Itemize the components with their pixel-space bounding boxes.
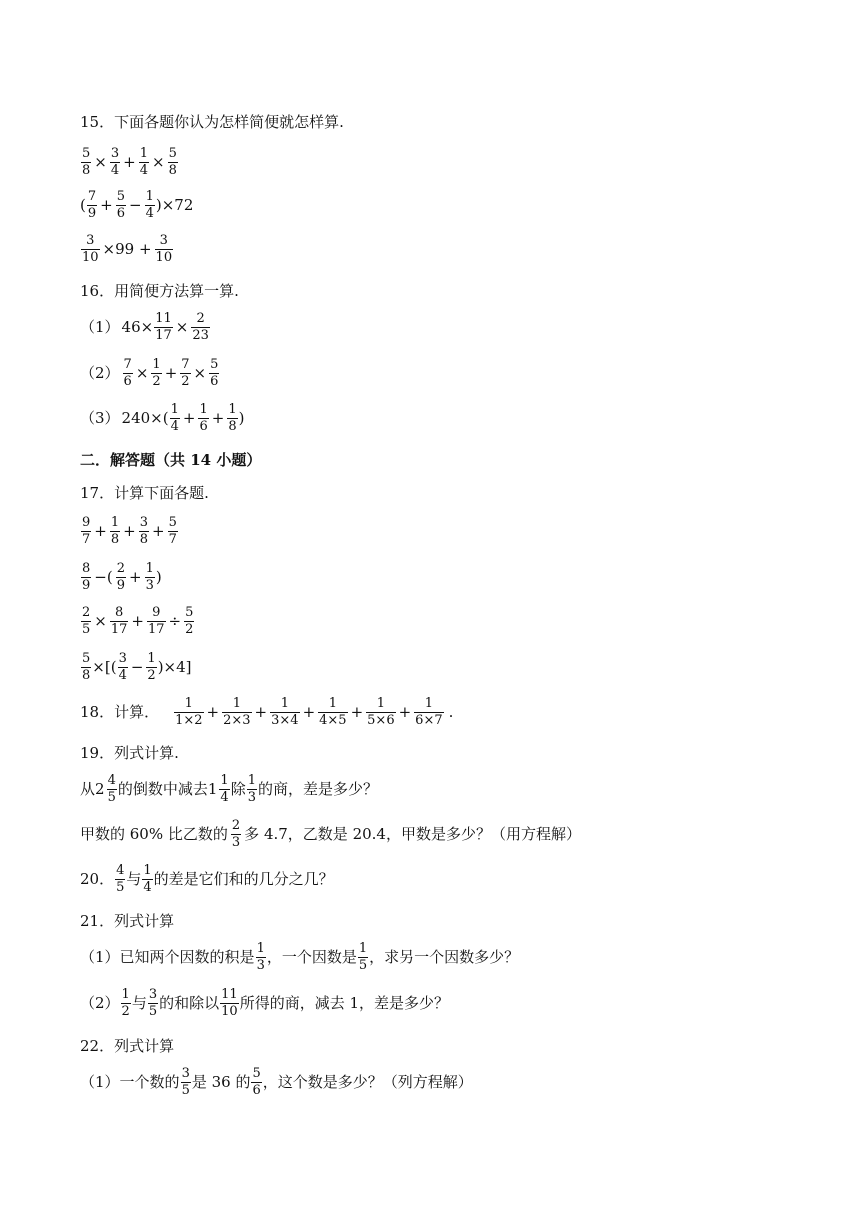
- fraction: $\frac{5}{6}$: [116, 189, 125, 221]
- q16-title: 16．用简便方法算一算.: [80, 282, 239, 300]
- fraction: 4 5: [116, 863, 125, 895]
- fraction: 8 9: [82, 561, 91, 593]
- fraction: 1 2: [121, 987, 130, 1019]
- fraction: 3 4: [118, 651, 127, 683]
- q16-part-1: （1） 46× $\frac{11}{17}$ × $\frac{2}{23}$: [80, 311, 209, 343]
- fraction: $\frac{5}{2}$: [185, 605, 194, 637]
- fraction: $\frac{5}{6}$: [210, 357, 219, 389]
- q18-line: 18．计算． 1 1×2 + $\frac{1}{2\times 3}$ + $\frac{1}{3\times 4}$ + $\frac{1}{4\times 5}$ + $\frac{1}{5\times 6}$ + $\frac{1}{6\times 7}$ .: [80, 696, 454, 728]
- fraction: $\frac{5}{7}$: [168, 515, 177, 547]
- fraction: $\frac{1}{6\times 7}$: [415, 696, 443, 728]
- q16-part-2: （2） $\frac{7}{6}$ × $\frac{1}{2}$ + $\frac{7}{2}$ × $\frac{5}{6}$: [80, 357, 219, 389]
- fraction: 2 3: [231, 818, 241, 850]
- fraction: 1 1×2: [175, 696, 203, 728]
- fraction: $\frac{1}{8}$: [228, 402, 237, 434]
- fraction: $\frac{1}{4}$: [145, 189, 154, 221]
- fraction: $\frac{3}{10}$: [155, 233, 173, 265]
- q22-title: 22．列式计算: [80, 1037, 175, 1055]
- q15-title: 15．下面各题你认为怎样简便就怎样算.: [80, 113, 344, 131]
- q19-line-2: 甲数的 60% 比乙数的 2 3 多 4.7，乙数是 20.4，甲数是多少？（用方程解）: [80, 818, 581, 850]
- fraction: $\frac{5}{8}$: [82, 146, 91, 178]
- mixed-number: 1 1 4: [207, 773, 229, 805]
- q19-line-1: 从 2 4 5 的倒数中减去 1 1 4 除 1 3 的商，差是多少？: [80, 773, 378, 805]
- fraction: $\frac{1}{8}$: [110, 515, 120, 547]
- fraction: 5 6: [252, 1066, 261, 1098]
- fraction: $\frac{1}{4}$: [139, 146, 148, 178]
- q15-expr-3: $\frac{3}{10}$ ×99 + $\frac{3}{10}$: [82, 233, 173, 265]
- fraction: 3 5: [148, 987, 158, 1019]
- fraction: $\frac{2}{23}$: [192, 311, 209, 343]
- fraction: 7 9: [87, 189, 97, 221]
- section-heading: 二．解答题（共 14 小题）: [80, 451, 262, 469]
- fraction: $\frac{3}{4}$: [110, 146, 120, 178]
- q20-line: 20． 4 5 与 1 4 的差是它们和的几分之几？: [80, 863, 334, 895]
- fraction: $\frac{1}{2}$: [147, 651, 156, 683]
- fraction: 3 5: [181, 1066, 190, 1098]
- fraction: 1 4: [143, 863, 152, 895]
- q17-title: 17．计算下面各题.: [80, 484, 209, 502]
- fraction: $\frac{7}{2}$: [181, 357, 190, 389]
- fraction: 1 3: [247, 773, 256, 805]
- q22-part-1: （1） 一个数的 3 5 是 36 的 5 6 ，这个数是多少？（列方程解）: [80, 1066, 473, 1098]
- fraction: $\frac{5}{8}$: [168, 146, 177, 178]
- q16-part-3: （3） 240×( 1 4 + $\frac{1}{6}$ + $\frac{1}{8}$ ): [80, 402, 245, 434]
- q17-expr-2: 8 9 −( 2 9 + $\frac{1}{3}$ ): [82, 561, 162, 593]
- fraction: $\frac{9}{17}$: [147, 605, 165, 637]
- q21-part-2: （2） 1 2 与 3 5 的和除以 11 10 所得的商，减去 1，差是多少？: [80, 987, 450, 1019]
- fraction: $\frac{1}{3\times 4}$: [271, 696, 299, 728]
- fraction: $\frac{5}{8}$: [82, 651, 91, 683]
- fraction: $\frac{1}{2\times 3}$: [223, 696, 251, 728]
- fraction: 2 9: [116, 561, 125, 593]
- fraction: $\frac{3}{8}$: [139, 515, 148, 547]
- fraction: $\frac{1}{2}$: [152, 357, 161, 389]
- fraction: 9 7: [82, 515, 91, 547]
- q15-expr-2: ( 7 9 + $\frac{5}{6}$ − $\frac{1}{4}$ )×72: [80, 189, 194, 221]
- q15-expr-1: $\frac{5}{8}$ × $\frac{3}{4}$ + $\frac{1}{4}$ × $\frac{5}{8}$: [82, 146, 177, 178]
- fraction: $\frac{8}{17}$: [110, 605, 128, 637]
- fraction: 11 10: [221, 987, 238, 1019]
- fraction: $\frac{3}{10}$: [82, 233, 99, 265]
- q17-expr-4: $\frac{5}{8}$ ×[( 3 4 − $\frac{1}{2}$ )×4]: [82, 651, 192, 683]
- fraction: $\frac{1}{4\times 5}$: [319, 696, 347, 728]
- fraction: $\frac{11}{17}$: [155, 311, 172, 343]
- fraction: $\frac{1}{3}$: [145, 561, 154, 593]
- mixed-number: 2 4 5: [95, 773, 116, 805]
- q21-title: 21．列式计算: [80, 912, 175, 930]
- q17-expr-3: $\frac{2}{5}$ × $\frac{8}{17}$ + $\frac{9}{17}$ ÷ $\frac{5}{2}$: [82, 605, 194, 637]
- fraction: $\frac{1}{5\times 6}$: [367, 696, 395, 728]
- fraction: 1 5: [358, 941, 368, 973]
- q19-title: 19．列式计算.: [80, 744, 179, 762]
- fraction: 1 4: [170, 402, 179, 434]
- fraction: 1 3: [256, 941, 265, 973]
- fraction: $\frac{7}{6}$: [123, 357, 132, 389]
- q21-part-1: （1） 已知两个因数的积是 1 3 ，一个因数是 1 5 ，求另一个因数多少？: [80, 941, 520, 973]
- fraction: $\frac{2}{5}$: [82, 605, 91, 637]
- q17-expr-1: 9 7 + $\frac{1}{8}$ + $\frac{3}{8}$ + $\frac{5}{7}$: [82, 515, 177, 547]
- fraction: $\frac{1}{6}$: [199, 402, 208, 434]
